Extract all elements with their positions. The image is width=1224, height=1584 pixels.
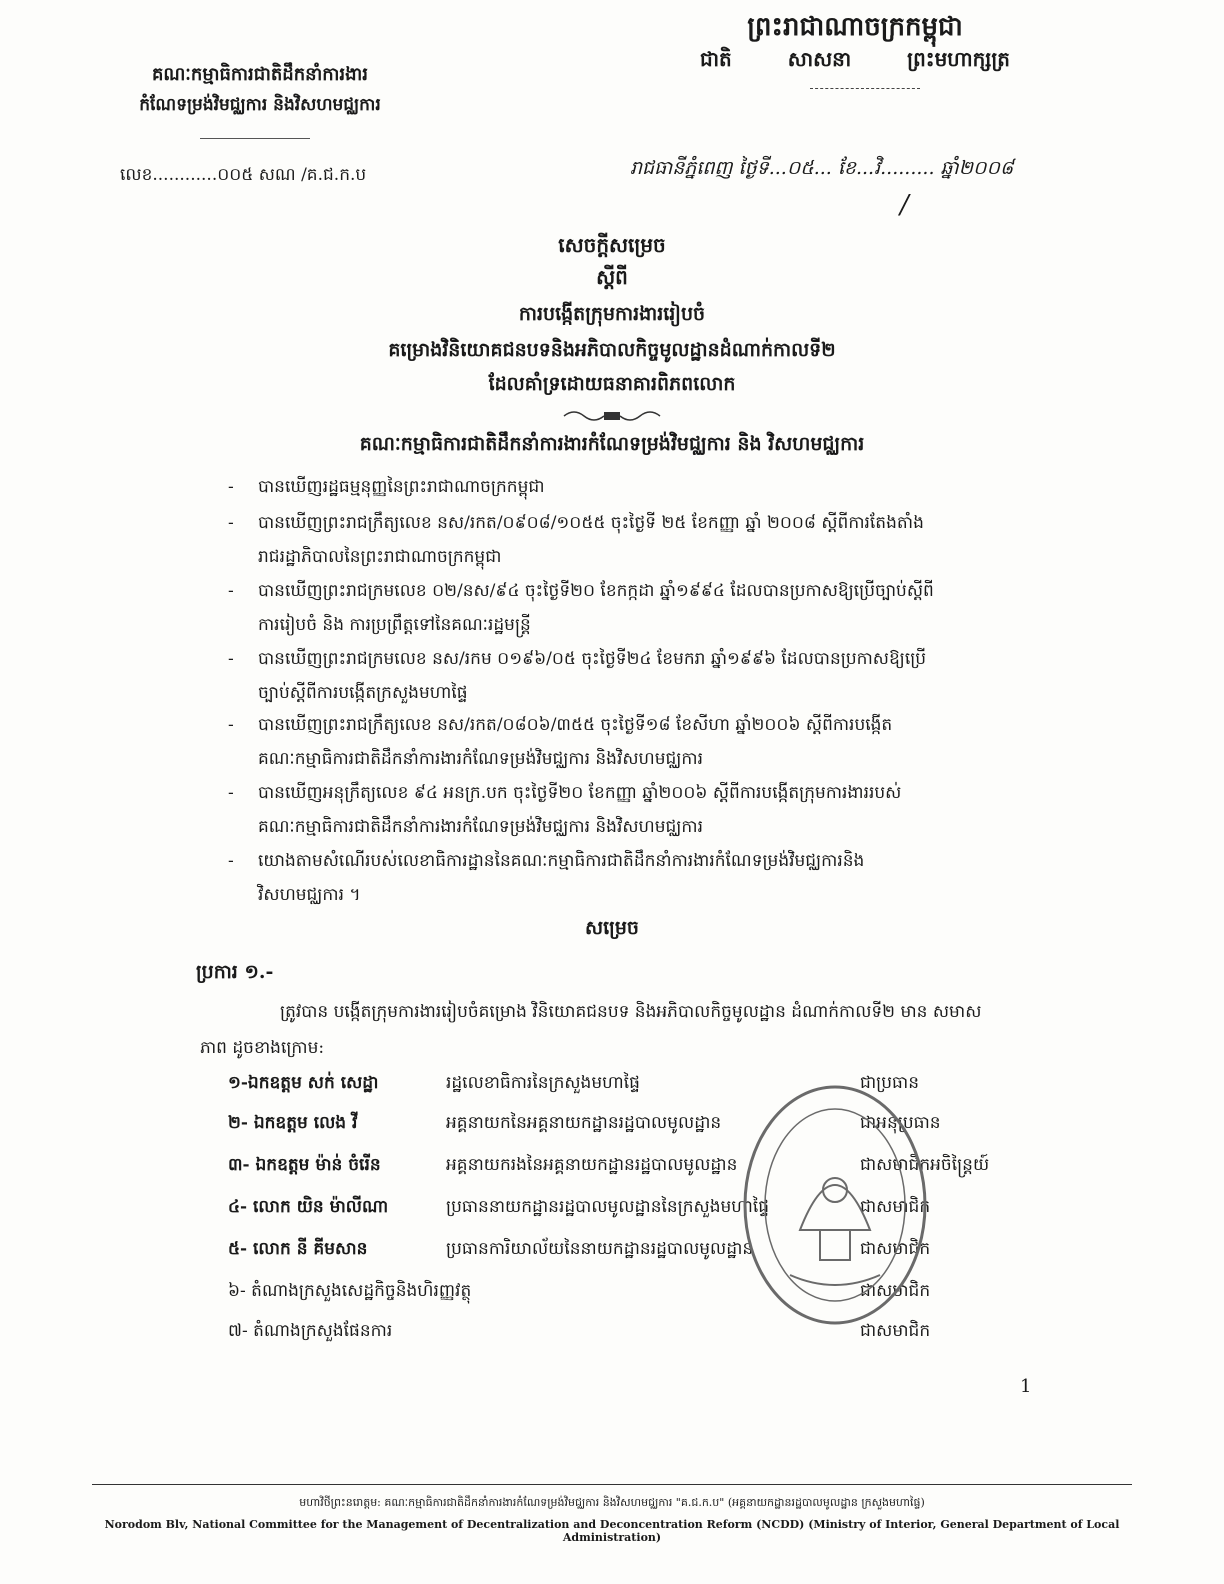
citation-item: - បានឃើញព្រះរាជក្រឹត្យលេខ នស/រកត/០៩០៨/១០៥៥ ចុះថ្ងៃទី ២៥ ខែកញ្ញា ឆ្នាំ ២០០៨ ស្តីពីការតែងតាំង រាជរដ្ឋាភិបាលនៃព្រះរាជាណាចក្រកម្ពុជា: [228, 513, 924, 567]
title-subject-line3: ដែលគាំទ្រដោយធនាគារពិភពលោក: [488, 373, 736, 395]
member-position: អគ្គនាយកនៃអគ្គនាយកដ្ឋានរដ្ឋបាលមូលដ្ឋាន: [446, 1113, 722, 1133]
footer-address-english: Norodom Blv, National Committee for the Management of Decentralization and Deconcentration Reform (NCDD) (Ministry of Interior, General Department of Local Administration): [104, 1518, 1120, 1544]
citation-item: - បានឃើញអនុក្រឹត្យលេខ ៩៤ អនក្រ.បក ចុះថ្ងៃទី២០ ខែកញ្ញា ឆ្នាំ២០០៦ ស្តីពីការបង្កើតក្រុមការងាររបស់ គណៈកម្មាធិការជាតិដឹកនាំការងារកំណែទម្រង់វិមជ្ឈការ និងវិសហមជ្ឈការ: [228, 783, 902, 837]
member-name: ៧- តំណាងក្រសួងផែនការ: [228, 1321, 393, 1341]
national-motto: [700, 46, 1010, 76]
citation-item: - យោងតាមសំណើរបស់លេខាធិការដ្ឋាននៃគណៈកម្មាធិការជាតិដឹកនាំការងារកំណែទម្រង់វិមជ្ឈការនិង វិសហមជ្ឈការ ។: [228, 851, 865, 905]
member-name: ៣- ឯកឧត្តម ម៉ាន់ ចំរើន: [228, 1155, 381, 1175]
member-role: ជាប្រធាន: [860, 1073, 920, 1093]
member-role: ជាអនុប្រធាន: [860, 1113, 941, 1133]
member-name: ៤- លោក យិន ម៉ាលីណា: [228, 1197, 389, 1217]
member-position: រដ្ឋលេខាធិការនៃក្រសួងមហាផ្ទៃ: [446, 1073, 640, 1093]
issuing-committee: គណៈកម្មាធិការជាតិដឹកនាំការងារកំណែទម្រង់វិមជ្ឈការ និង វិសហមជ្ឈការ: [359, 433, 865, 455]
member-role: ជាសមាជិក: [860, 1239, 931, 1259]
kingdom-title: ព្រះរាជាណាចក្រកម្ពុជា: [747, 12, 963, 42]
reference-number: លេខ............០០៥ សណ /គ.ជ.ក.ប: [120, 165, 367, 185]
org-name-line1: គណៈកម្មាធិការជាតិដឹកនាំការងារ: [152, 64, 368, 85]
member-position: ប្រធានការិយាល័យនៃនាយកដ្ឋានរដ្ឋបាលមូលដ្ឋាន: [446, 1239, 754, 1259]
member-name: ៥- លោក នី គីមសាន: [228, 1239, 368, 1259]
motto-divider: [810, 88, 920, 89]
ornament-divider: [560, 408, 664, 424]
member-role: ជាសមាជិក: [860, 1321, 931, 1341]
official-seal-icon: [740, 1080, 930, 1330]
motto-king: ព្រះមហាក្សត្រ: [907, 47, 1010, 71]
citation-item: - បានឃើញរដ្ឋធម្មនុញ្ញនៃព្រះរាជាណាចក្រកម្ពុជា: [228, 477, 545, 497]
dateline: រាជធានីភ្នំពេញ ថ្ងៃទី...០៥... ខែ...វិ......... ឆ្នាំ២០០៨: [630, 157, 1014, 179]
org-divider: [200, 138, 310, 139]
footer-divider: [92, 1484, 1132, 1485]
article-1-body: ត្រូវបាន បង្កើតក្រុមការងាររៀបចំគម្រោង វិនិយោគជនបទ និងអភិបាលកិច្ចមូលដ្ឋាន ដំណាក់កាលទី២ មាន សមាសភាព ដូចខាងក្រោម:: [200, 1002, 982, 1058]
title-subject-line1: ការបង្កើតក្រុមការងាររៀបចំ: [518, 303, 706, 325]
title-subject-line2: គម្រោងវិនិយោគជនបទនិងអភិបាលកិច្ចមូលដ្ឋានដំណាក់កាលទី២: [388, 339, 836, 361]
citation-item: - បានឃើញព្រះរាជក្រមលេខ នស/រកម ០១៩៦/០៥ ចុះថ្ងៃទី២៤ ខែមករា ឆ្នាំ១៩៩៦ ដែលបានប្រកាសឱ្យប្រើ ច្បាប់ស្តីពីការបង្កើតក្រសួងមហាផ្ទៃ: [228, 649, 927, 703]
member-name: ៦- តំណាងក្រសួងសេដ្ឋកិច្ចនិងហិរញ្ញវត្ថុ: [228, 1281, 472, 1301]
signature-mark: /: [900, 190, 909, 220]
decision-heading: សម្រេច: [585, 917, 639, 939]
member-name: ១-ឯកឧត្តម សក់ សេដ្ឋា: [228, 1073, 379, 1093]
member-role: ជាសមាជិក: [860, 1197, 931, 1217]
page-number: 1: [1020, 1376, 1032, 1397]
org-name-line2: កំណែទម្រង់វិមជ្ឈការ និងវិសហមជ្ឈការ: [139, 95, 381, 115]
citation-item: - បានឃើញព្រះរាជក្រមលេខ ០២/នស/៩៤ ចុះថ្ងៃទី២០ ខែកក្កដា ឆ្នាំ១៩៩៤ ដែលបានប្រកាសឱ្យប្រើច្បាប់ស្តីពី ការរៀបចំ និង ការប្រព្រឹត្តទៅនៃគណៈរដ្ឋមន្ត្រី: [228, 581, 934, 635]
member-position: ប្រធាននាយកដ្ឋានរដ្ឋបាលមូលដ្ឋាននៃក្រសួងមហាផ្ទៃ: [446, 1197, 770, 1217]
article-1-title: ប្រការ ១.-: [196, 961, 274, 983]
motto-religion: សាសនា: [787, 47, 852, 71]
member-role: ជាសមាជិក: [860, 1281, 931, 1301]
citation-item: - បានឃើញព្រះរាជក្រឹត្យលេខ នស/រកត/០៨០៦/៣៥៥ ចុះថ្ងៃទី១៨ ខែសីហា ឆ្នាំ២០០៦ ស្តីពីការបង្កើត គណៈកម្មាធិការជាតិដឹកនាំការងារកំណែទម្រង់វិមជ្ឈការ និងវិសហមជ្ឈការ: [228, 715, 893, 769]
member-role: ជាសមាជិកអចិន្ត្រៃយ៍: [860, 1155, 990, 1175]
member-position: អគ្គនាយករងនៃអគ្គនាយកដ្ឋានរដ្ឋបាលមូលដ្ឋាន: [446, 1155, 738, 1175]
decision-title: សេចក្តីសម្រេច: [558, 233, 666, 257]
motto-nation: ជាតិ: [700, 47, 732, 71]
member-name: ២- ឯកឧត្តម លេង វី: [228, 1113, 358, 1133]
footer-address-khmer: មហាវិថីព្រះនរោត្តម: គណៈកម្មាធិការជាតិដឹកនាំការងារកំណែទម្រង់វិមជ្ឈការ និងវិសហមជ្ឈការ "គ.ជ.ក.ប" (អគ្គនាយកដ្ឋានរដ្ឋបាលមូលដ្ឋាន ក្រសួងមហាផ្ទៃ): [299, 1496, 925, 1509]
title-concerning: ស្តីពី: [596, 265, 628, 289]
